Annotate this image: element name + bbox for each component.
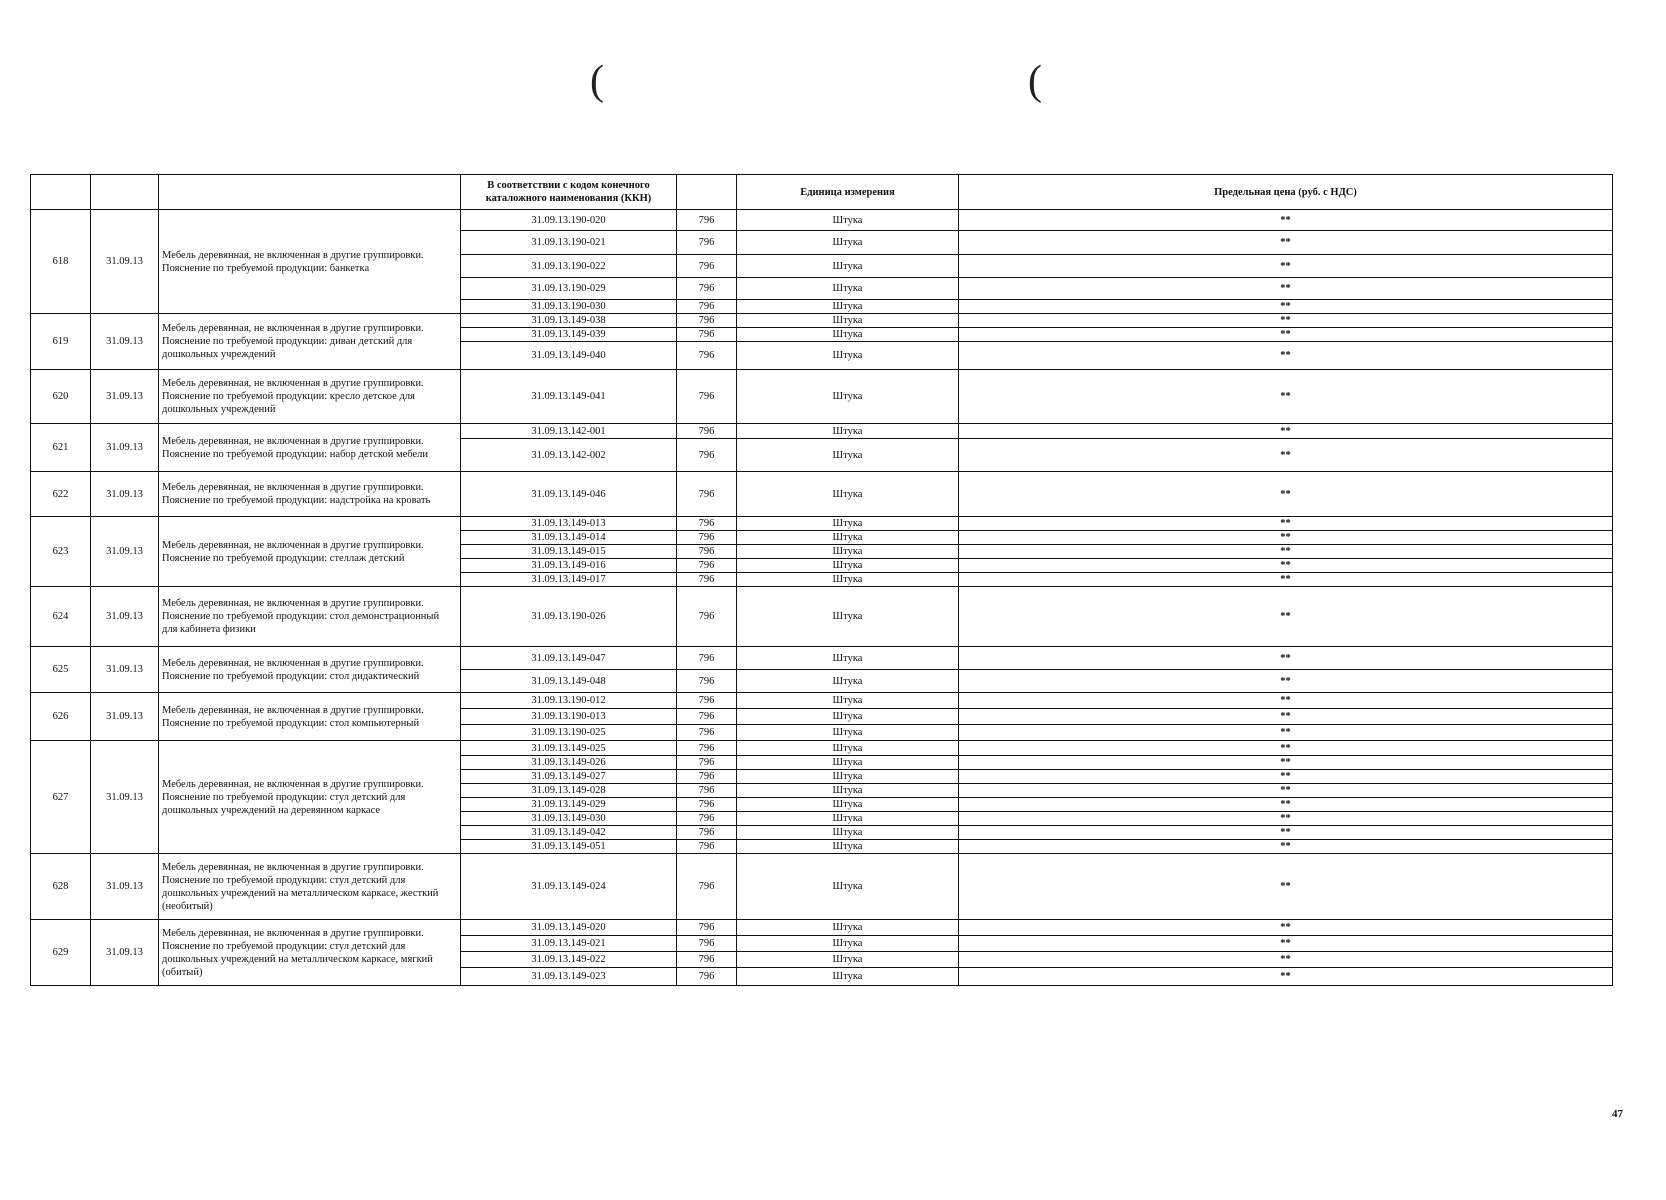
unit-name: Штука [737,840,959,854]
ktru-code: 31.09.13.149-030 [461,812,677,826]
okpd-code: 31.09.13 [91,424,159,472]
ktru-code: 31.09.13.149-027 [461,770,677,784]
ktru-code: 31.09.13.149-021 [461,936,677,952]
ktru-code: 31.09.13.149-051 [461,840,677,854]
unit-name: Штука [737,531,959,545]
ktru-code: 31.09.13.190-013 [461,709,677,725]
table-row [31,424,1613,439]
ktru-code: 31.09.13.149-042 [461,826,677,840]
okei-code: 796 [677,920,737,936]
item-description: Мебель деревянная, не включенная в другие группировки. Пояснение по требуемой продукции: кресло детское для дошкольных учреждений [159,370,461,424]
table-row [31,370,1613,424]
max-price: ** [959,756,1613,770]
ktru-code: 31.09.13.190-020 [461,210,677,231]
okei-code: 796 [677,328,737,342]
ktru-code: 31.09.13.190-026 [461,587,677,647]
table-header [31,175,1613,210]
okei-code: 796 [677,647,737,670]
okei-code: 796 [677,709,737,725]
ktru-code: 31.09.13.149-046 [461,472,677,517]
okei-code: 796 [677,968,737,986]
max-price: ** [959,936,1613,952]
okei-code: 796 [677,559,737,573]
max-price: ** [959,784,1613,798]
ktru-code: 31.09.13.149-015 [461,545,677,559]
max-price: ** [959,693,1613,709]
unit-name: Штука [737,936,959,952]
max-price: ** [959,952,1613,968]
ktru-code: 31.09.13.149-013 [461,517,677,531]
row-number: 622 [31,472,91,517]
page-number: 47 [1612,1108,1623,1120]
okei-code: 796 [677,314,737,328]
unit-name: Штука [737,647,959,670]
header-description [159,175,461,210]
max-price: ** [959,573,1613,587]
table-row [31,314,1613,328]
item-description: Мебель деревянная, не включенная в другие группировки. Пояснение по требуемой продукции: стул детский для дошкольных учреждений на металлическом каркасе, жесткий (необитый) [159,854,461,920]
table-row [31,920,1613,936]
table-row [31,854,1613,920]
ktru-code: 31.09.13.149-026 [461,756,677,770]
ktru-code: 31.09.13.149-023 [461,968,677,986]
ktru-code: 31.09.13.190-012 [461,693,677,709]
max-price: ** [959,531,1613,545]
max-price: ** [959,770,1613,784]
max-price: ** [959,300,1613,314]
okei-code: 796 [677,756,737,770]
item-description: Мебель деревянная, не включенная в другие группировки. Пояснение по требуемой продукции: стол демонстрационный для кабинета физики [159,587,461,647]
ktru-code: 31.09.13.149-024 [461,854,677,920]
unit-name: Штука [737,424,959,439]
max-price: ** [959,725,1613,741]
table-body [31,210,1613,986]
unit-name: Штука [737,812,959,826]
okei-code: 796 [677,439,737,472]
okei-code: 796 [677,854,737,920]
unit-name: Штука [737,725,959,741]
max-price: ** [959,342,1613,370]
max-price: ** [959,424,1613,439]
okei-code: 796 [677,472,737,517]
okei-code: 796 [677,424,737,439]
row-number: 623 [31,517,91,587]
unit-name: Штука [737,741,959,756]
row-number: 625 [31,647,91,693]
max-price: ** [959,370,1613,424]
item-description: Мебель деревянная, не включенная в другие группировки. Пояснение по требуемой продукции: стол компьютерный [159,693,461,741]
row-number: 618 [31,210,91,314]
unit-name: Штука [737,920,959,936]
ktru-code: 31.09.13.149-025 [461,741,677,756]
okpd-code: 31.09.13 [91,741,159,854]
scan-mark-left: ( [590,58,604,104]
okei-code: 796 [677,517,737,531]
unit-name: Штука [737,952,959,968]
okei-code: 796 [677,210,737,231]
okei-code: 796 [677,370,737,424]
table-row [31,741,1613,756]
okei-code: 796 [677,784,737,798]
okei-code: 796 [677,342,737,370]
ktru-code: 31.09.13.149-048 [461,670,677,693]
okei-code: 796 [677,693,737,709]
okei-code: 796 [677,952,737,968]
unit-name: Штука [737,342,959,370]
row-number: 627 [31,741,91,854]
row-number: 619 [31,314,91,370]
header-unit: Единица измерения [737,175,959,210]
table-row [31,647,1613,670]
unit-name: Штука [737,278,959,300]
okpd-code: 31.09.13 [91,920,159,986]
okei-code: 796 [677,587,737,647]
unit-name: Штука [737,314,959,328]
unit-name: Штука [737,770,959,784]
unit-name: Штука [737,559,959,573]
item-description: Мебель деревянная, не включенная в другие группировки. Пояснение по требуемой продукции: стеллаж детский [159,517,461,587]
table-row [31,517,1613,531]
header-okei [677,175,737,210]
okpd-code: 31.09.13 [91,370,159,424]
item-description: Мебель деревянная, не включенная в другие группировки. Пояснение по требуемой продукции: надстройка на кровать [159,472,461,517]
item-description: Мебель деревянная, не включенная в другие группировки. Пояснение по требуемой продукции: диван детский для дошкольных учреждений [159,314,461,370]
ktru-code: 31.09.13.190-029 [461,278,677,300]
unit-name: Штука [737,587,959,647]
okei-code: 796 [677,545,737,559]
unit-name: Штука [737,439,959,472]
ktru-code: 31.09.13.149-039 [461,328,677,342]
ktru-code: 31.09.13.149-038 [461,314,677,328]
unit-name: Штука [737,854,959,920]
item-description: Мебель деревянная, не включенная в другие группировки. Пояснение по требуемой продукции: стул детский для дошкольных учреждений на металлическом каркасе, мягкий (обитый) [159,920,461,986]
row-number: 629 [31,920,91,986]
okpd-code: 31.09.13 [91,854,159,920]
ktru-code: 31.09.13.149-040 [461,342,677,370]
unit-name: Штука [737,798,959,812]
item-description: Мебель деревянная, не включенная в другие группировки. Пояснение по требуемой продукции: набор детской мебели [159,424,461,472]
ktru-code: 31.09.13.149-020 [461,920,677,936]
row-number: 624 [31,587,91,647]
okpd-code: 31.09.13 [91,517,159,587]
unit-name: Штука [737,370,959,424]
max-price: ** [959,854,1613,920]
header-ktru-code: В соответствии с кодом конечного каталожного наименования (ККН) [461,175,677,210]
okei-code: 796 [677,840,737,854]
max-price: ** [959,439,1613,472]
okei-code: 796 [677,812,737,826]
max-price: ** [959,472,1613,517]
unit-name: Штука [737,300,959,314]
table-row [31,472,1613,517]
ktru-code: 31.09.13.149-017 [461,573,677,587]
okei-code: 796 [677,573,737,587]
table-row [31,587,1613,647]
okei-code: 796 [677,531,737,545]
okpd-code: 31.09.13 [91,472,159,517]
ktru-code: 31.09.13.149-022 [461,952,677,968]
okei-code: 796 [677,300,737,314]
unit-name: Штука [737,472,959,517]
price-table [30,174,1613,986]
item-description: Мебель деревянная, не включенная в другие группировки. Пояснение по требуемой продукции: стул детский для дошкольных учреждений на деревянном каркасе [159,741,461,854]
max-price: ** [959,798,1613,812]
ktru-code: 31.09.13.190-022 [461,255,677,278]
scan-mark-right: ( [1028,58,1042,104]
max-price: ** [959,545,1613,559]
max-price: ** [959,517,1613,531]
max-price: ** [959,255,1613,278]
row-number: 628 [31,854,91,920]
ktru-code: 31.09.13.149-047 [461,647,677,670]
okei-code: 796 [677,255,737,278]
unit-name: Штука [737,968,959,986]
table-row [31,210,1613,231]
unit-name: Штука [737,693,959,709]
okei-code: 796 [677,770,737,784]
max-price: ** [959,920,1613,936]
max-price: ** [959,741,1613,756]
okpd-code: 31.09.13 [91,210,159,314]
max-price: ** [959,709,1613,725]
ktru-code: 31.09.13.149-016 [461,559,677,573]
unit-name: Штука [737,826,959,840]
ktru-code: 31.09.13.190-021 [461,231,677,255]
ktru-code: 31.09.13.149-014 [461,531,677,545]
item-description: Мебель деревянная, не включенная в другие группировки. Пояснение по требуемой продукции: банкетка [159,210,461,314]
header-okpd [91,175,159,210]
max-price: ** [959,278,1613,300]
ktru-code: 31.09.13.149-029 [461,798,677,812]
okei-code: 796 [677,670,737,693]
ktru-code: 31.09.13.149-028 [461,784,677,798]
max-price: ** [959,840,1613,854]
max-price: ** [959,314,1613,328]
okpd-code: 31.09.13 [91,647,159,693]
table-row [31,693,1613,709]
unit-name: Штука [737,328,959,342]
ktru-code: 31.09.13.142-001 [461,424,677,439]
unit-name: Штука [737,545,959,559]
unit-name: Штука [737,517,959,531]
unit-name: Штука [737,210,959,231]
max-price: ** [959,559,1613,573]
okei-code: 796 [677,741,737,756]
item-description: Мебель деревянная, не включенная в другие группировки. Пояснение по требуемой продукции: стол дидактический [159,647,461,693]
okei-code: 796 [677,936,737,952]
unit-name: Штука [737,756,959,770]
max-price: ** [959,670,1613,693]
max-price: ** [959,826,1613,840]
max-price: ** [959,231,1613,255]
ktru-code: 31.09.13.190-025 [461,725,677,741]
okpd-code: 31.09.13 [91,587,159,647]
max-price: ** [959,328,1613,342]
header-max-price: Предельная цена (руб. с НДС) [959,175,1613,210]
max-price: ** [959,812,1613,826]
okei-code: 796 [677,798,737,812]
unit-name: Штука [737,784,959,798]
unit-name: Штука [737,231,959,255]
row-number: 620 [31,370,91,424]
max-price: ** [959,968,1613,986]
okei-code: 796 [677,826,737,840]
unit-name: Штука [737,709,959,725]
row-number: 626 [31,693,91,741]
max-price: ** [959,647,1613,670]
row-number: 621 [31,424,91,472]
okei-code: 796 [677,725,737,741]
ktru-code: 31.09.13.190-030 [461,300,677,314]
unit-name: Штука [737,573,959,587]
ktru-code: 31.09.13.142-002 [461,439,677,472]
okei-code: 796 [677,278,737,300]
okpd-code: 31.09.13 [91,314,159,370]
max-price: ** [959,210,1613,231]
okpd-code: 31.09.13 [91,693,159,741]
max-price: ** [959,587,1613,647]
header-number [31,175,91,210]
okei-code: 796 [677,231,737,255]
ktru-code: 31.09.13.149-041 [461,370,677,424]
unit-name: Штука [737,670,959,693]
unit-name: Штука [737,255,959,278]
